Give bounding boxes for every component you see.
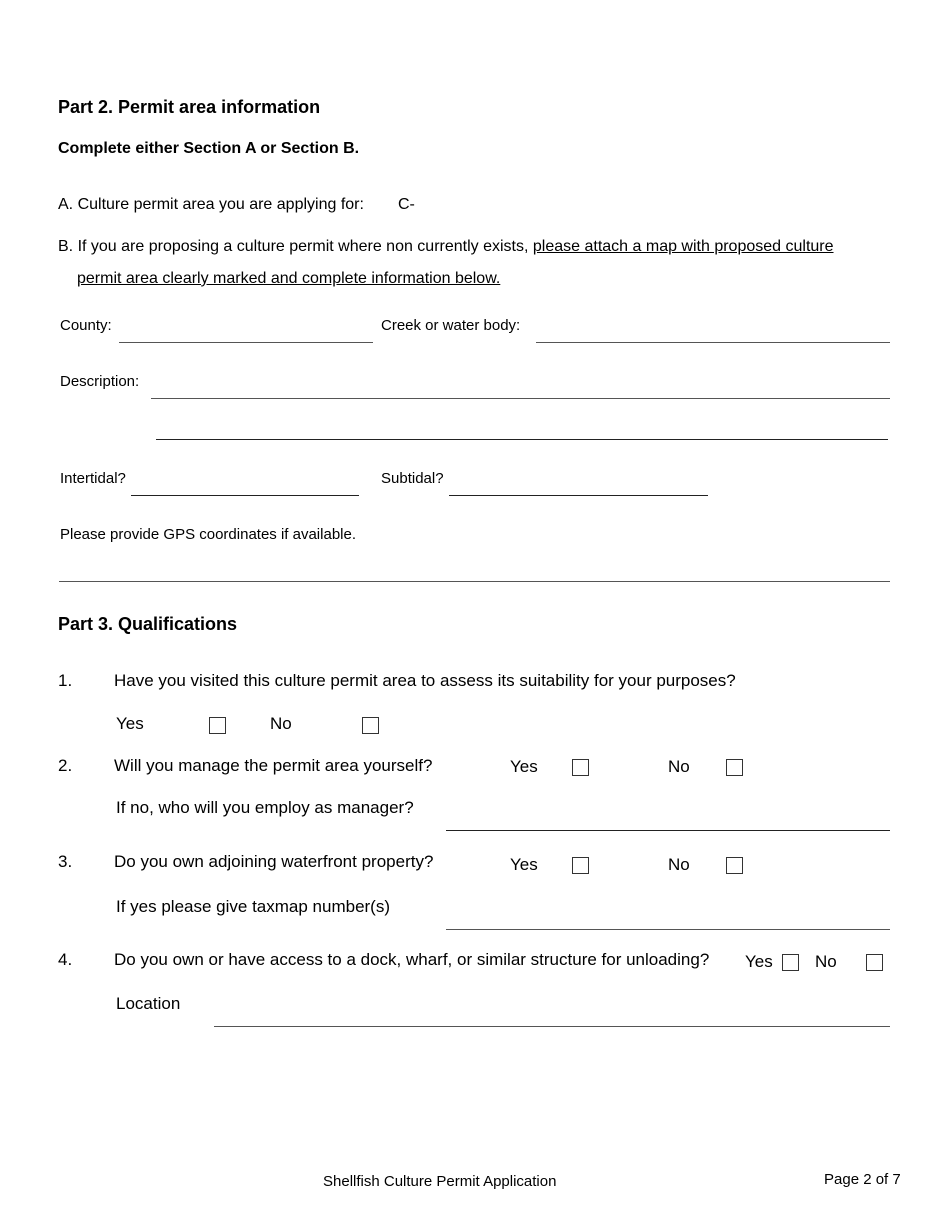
manager-field[interactable] [446, 830, 890, 831]
q2-text: Will you manage the permit area yourself? [114, 756, 433, 775]
location-field[interactable] [214, 1026, 890, 1027]
q4-number: 4. [58, 950, 73, 969]
footer-title: Shellfish Culture Permit Application [323, 1173, 557, 1190]
intertidal-label: Intertidal? [60, 470, 126, 487]
section-b-text [58, 238, 834, 256]
intertidal-field[interactable] [131, 495, 359, 496]
q3-followup: If yes please give taxmap number(s) [116, 897, 391, 916]
q2-no-label: No [668, 757, 690, 776]
county-label: County: [60, 317, 112, 334]
q1-number: 1. [58, 671, 73, 690]
creek-label: Creek or water body: [381, 317, 521, 334]
q1-no-label: No [270, 714, 292, 733]
q1-yes-label: Yes [116, 714, 144, 733]
description-label: Description: [60, 373, 140, 390]
q4-yes-label: Yes [745, 952, 773, 971]
q3-number: 3. [58, 852, 73, 871]
section-b-plain: B. If you are proposing a culture permit where non currently exists, [58, 238, 533, 255]
part3-title: Part 3. Qualifications [58, 614, 238, 634]
section-b-underlined-2: permit area clearly marked and complete information below. [77, 270, 501, 287]
q1-no-checkbox[interactable] [362, 717, 379, 734]
q3-no-label: No [668, 855, 690, 874]
description-field-line-1[interactable] [151, 398, 890, 399]
part2-title: Part 2. Permit area information [58, 97, 321, 117]
subtidal-field[interactable] [449, 495, 708, 496]
gps-field[interactable] [59, 581, 890, 582]
county-field[interactable] [119, 342, 373, 343]
part2-instruction: Complete either Section A or Section B. [58, 140, 360, 157]
section-b-underlined-1: please attach a map with proposed culture [532, 238, 834, 255]
q2-no-checkbox[interactable] [726, 759, 743, 776]
q4-no-label: No [815, 952, 837, 971]
q1-text: Have you visited this culture permit area to assess its suitability for your purposes? [114, 671, 736, 690]
taxmap-field[interactable] [446, 929, 890, 930]
q4-location-label: Location [116, 994, 181, 1013]
q3-text: Do you own adjoining waterfront property? [114, 852, 434, 871]
q4-yes-checkbox[interactable] [782, 954, 799, 971]
q2-number: 2. [58, 756, 73, 775]
q2-yes-checkbox[interactable] [572, 759, 589, 776]
page-number: Page 2 of 7 [824, 1171, 901, 1188]
q1-yes-checkbox[interactable] [209, 717, 226, 734]
section-a-value: C- [398, 196, 415, 213]
subtidal-label: Subtidal? [381, 470, 444, 487]
creek-field[interactable] [536, 342, 890, 343]
q3-yes-checkbox[interactable] [572, 857, 589, 874]
q4-no-checkbox[interactable] [866, 954, 883, 971]
q4-text: Do you own or have access to a dock, wharf, or similar structure for unloading? [114, 950, 710, 969]
description-field-line-2[interactable] [156, 439, 888, 440]
q2-followup: If no, who will you employ as manager? [116, 798, 414, 817]
section-a-label: A. Culture permit area you are applying for: [58, 196, 364, 213]
q3-yes-label: Yes [510, 855, 538, 874]
gps-note: Please provide GPS coordinates if available. [60, 526, 357, 543]
q2-yes-label: Yes [510, 757, 538, 776]
q3-no-checkbox[interactable] [726, 857, 743, 874]
